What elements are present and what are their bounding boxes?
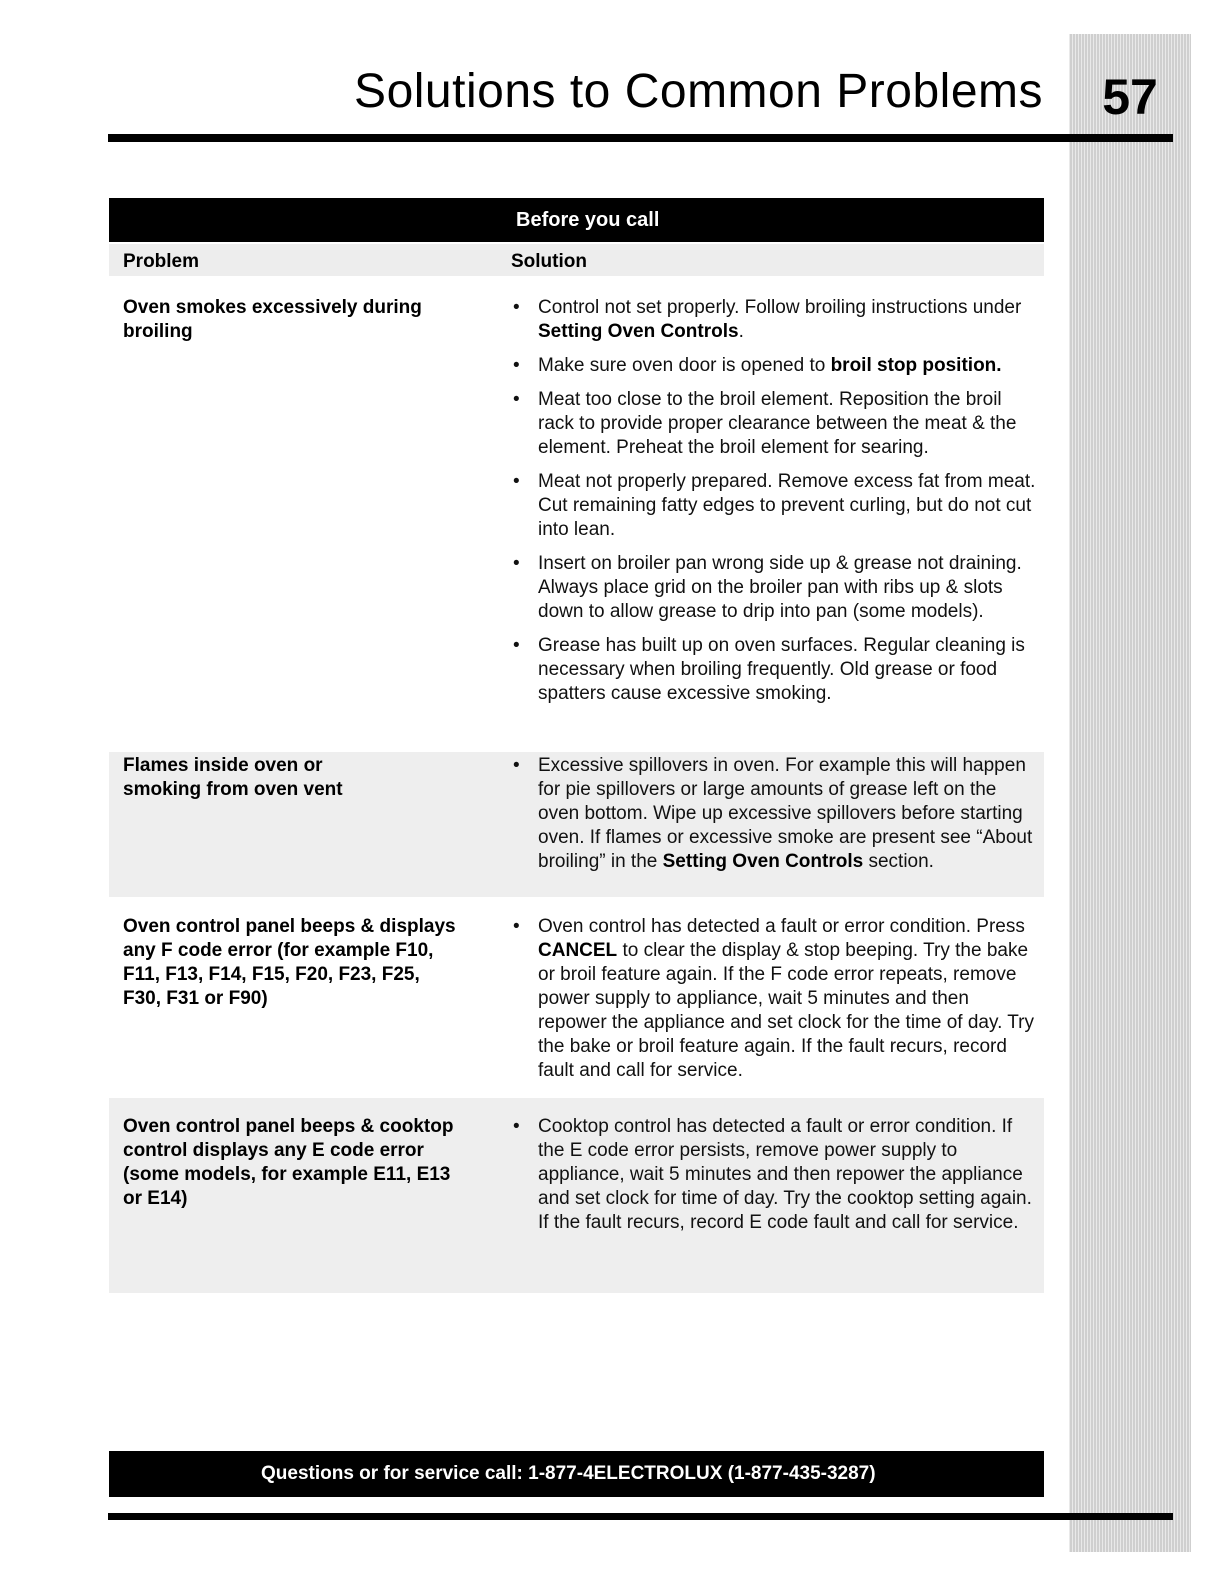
solution-item: • Cooktop control has detected a fault or error condition. If the E code error persists, remove power supply to appliance, wait 5 minutes and then repower the appliance and set clock for time of day. Try the cooktop setting again. If the fault recurs, record E code fault and call for service. bbox=[511, 1115, 1036, 1235]
solution-item: • Oven control has detected a fault or error condition. Press CANCEL to clear the display & stop beeping. Try the bake or broil feature again. If the F code error repeats, remove power supply to appliance, wait 5 minutes and then repower the appliance and set clock for the time of day. Try the bake or broil feature again. If the fault recurs, record fault and call for service. bbox=[511, 915, 1036, 1083]
column-header-problem-label: Problem bbox=[123, 251, 200, 272]
solution-item: • Meat not properly prepared. Remove excess fat from meat. Cut remaining fatty edges to prevent curling, but do not cut into lean. bbox=[511, 470, 1036, 542]
solution-item: • Insert on broiler pan wrong side up & grease not draining. Always place grid on the broiler pan with ribs up & slots down to allow grease to drip into pan (some models). bbox=[511, 552, 1036, 624]
solution-list bbox=[511, 296, 1036, 706]
table-header-bar bbox=[109, 198, 1044, 242]
table-row bbox=[109, 296, 1044, 746]
page-number: 57 bbox=[1102, 69, 1158, 125]
solution-emphasis: broil stop position. bbox=[830, 355, 1002, 376]
table-header-title: Before you call bbox=[516, 209, 660, 231]
solution-item: • Make sure oven door is opened to broil stop position. bbox=[511, 354, 1036, 378]
top-divider bbox=[108, 134, 1173, 142]
solution-emphasis: Setting Oven Controls bbox=[538, 321, 739, 342]
table-row bbox=[109, 915, 1044, 1085]
service-call-banner bbox=[109, 1451, 1044, 1497]
solution-emphasis: Setting Oven Controls bbox=[662, 851, 864, 872]
problem-text: Oven control panel beeps & displays any F code error (for example F10, F11, F13, F14, F15, F20, F23, F25, F30, F31 or F90) bbox=[123, 916, 456, 1009]
service-call-text: Questions or for service call: 1-877-4ELECTROLUX (1-877-435-3287) bbox=[261, 1463, 876, 1484]
problem-text: Oven control panel beeps & cooktop control displays any E code error (some models, for example E11, E13 or E14) bbox=[123, 1116, 454, 1209]
bottom-divider bbox=[108, 1513, 1173, 1520]
page-edge-tab bbox=[1069, 34, 1191, 1552]
solution-list bbox=[511, 915, 1036, 1083]
solution-item: • Control not set properly. Follow broiling instructions under Setting Oven Controls. bbox=[511, 296, 1036, 344]
column-header-problem bbox=[109, 244, 497, 276]
solution-list bbox=[511, 754, 1036, 874]
solution-item: • Excessive spillovers in oven. For example this will happen for pie spillovers or large amounts of grease left on the oven bottom. Wipe up excessive spillovers before starting oven. If flames or excessive smoke are present see “About broiling” in the Setting Oven Controls section. bbox=[511, 754, 1036, 874]
problem-text: Oven smokes excessively during broiling bbox=[123, 297, 422, 342]
page-title: Solutions to Common Problems bbox=[354, 65, 1043, 118]
solution-list bbox=[511, 1115, 1036, 1235]
solution-item: • Grease has built up on oven surfaces. Regular cleaning is necessary when broiling frequently. Old grease or food spatters cause excessive smoking. bbox=[511, 634, 1036, 706]
table-row bbox=[109, 752, 1044, 897]
column-header-solution-label: Solution bbox=[511, 251, 587, 272]
column-header-solution bbox=[497, 244, 1044, 276]
solution-emphasis: CANCEL bbox=[538, 940, 618, 961]
problem-text: Flames inside oven or smoking from oven vent bbox=[123, 755, 343, 800]
table-row bbox=[109, 1098, 1044, 1293]
solution-item: • Meat too close to the broil element. Reposition the broil rack to provide proper clearance between the meat & the element. Preheat the broil element for searing. bbox=[511, 388, 1036, 460]
